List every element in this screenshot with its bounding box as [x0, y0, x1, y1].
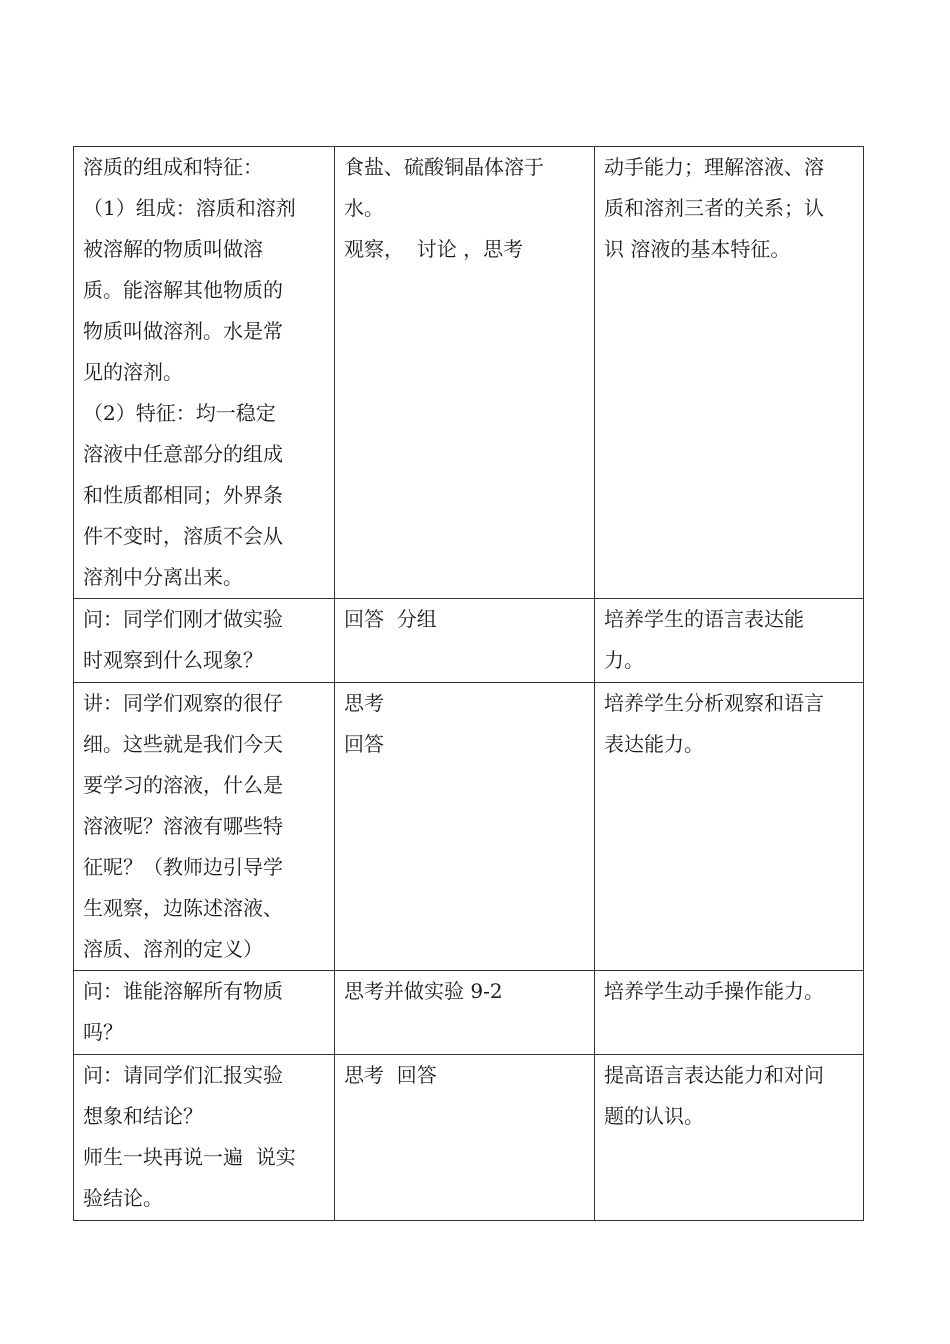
text-line: 质。能溶解其他物质的 [83, 278, 283, 302]
table-row [74, 599, 864, 683]
text-line: 师生一块再说一遍 说实 [83, 1145, 296, 1169]
text-line: 动手能力；理解溶液、溶 [604, 155, 824, 179]
text-line: 识 溶液的基本特征。 [604, 237, 791, 261]
text-line: 培养学生动手操作能力。 [604, 979, 824, 1003]
teacher-activity-cell [74, 599, 335, 683]
text-line: 提高语言表达能力和对问 [604, 1063, 824, 1087]
text-line: 观察， 讨论 ，思考 [344, 237, 524, 261]
text-line: 验结论。 [83, 1186, 163, 1210]
text-line: 培养学生分析观察和语言 [604, 691, 824, 715]
design-intent-cell [595, 1055, 864, 1221]
text-line: 被溶解的物质叫做溶 [83, 237, 263, 261]
student-activity-cell [335, 147, 595, 599]
text-line: 物质叫做溶剂。水是常 [83, 319, 283, 343]
text-line: 思考 回答 [344, 1063, 437, 1087]
text-line: 溶液中任意部分的组成 [83, 442, 283, 466]
text-line: 问：请同学们汇报实验 [83, 1063, 283, 1087]
text-line: 食盐、硫酸铜晶体溶于 [344, 155, 544, 179]
text-line: 力。 [604, 648, 644, 672]
text-line: 思考并做实验 9-2 [344, 979, 503, 1003]
text-line: 溶质的组成和特征： [83, 155, 263, 179]
lesson-plan-table [73, 146, 864, 1221]
table-row [74, 683, 864, 971]
text-line: 培养学生的语言表达能 [604, 607, 804, 631]
text-line: 问：谁能溶解所有物质 [83, 979, 283, 1003]
text-line: 回答 分组 [344, 607, 437, 631]
student-activity-cell [335, 1055, 595, 1221]
text-line: 征呢？（教师边引导学 [83, 855, 283, 879]
text-line: 水。 [344, 196, 384, 220]
text-line: 细。这些就是我们今天 [83, 732, 283, 756]
text-line: 生观察，边陈述溶液、 [83, 896, 283, 920]
text-line: 质和溶剂三者的关系；认 [604, 196, 824, 220]
text-line: 表达能力。 [604, 732, 704, 756]
design-intent-cell [595, 971, 864, 1055]
text-line: 问：同学们刚才做实验 [83, 607, 283, 631]
text-line: （1）组成：溶质和溶剂 [83, 196, 296, 220]
table-row [74, 971, 864, 1055]
text-line: 溶剂中分离出来。 [83, 565, 243, 589]
teacher-activity-cell [74, 683, 335, 971]
text-line: 讲：同学们观察的很仔 [83, 691, 283, 715]
text-line: 时观察到什么现象？ [83, 648, 263, 672]
text-line: 见的溶剂。 [83, 360, 183, 384]
teacher-activity-cell [74, 147, 335, 599]
text-line: 思考 [344, 691, 384, 715]
text-line: （2）特征：均一稳定 [83, 401, 276, 425]
text-line: 回答 [344, 732, 384, 756]
text-line: 吗？ [83, 1020, 123, 1044]
text-line: 想象和结论？ [83, 1104, 203, 1128]
text-line: 题的认识。 [604, 1104, 704, 1128]
text-line: 要学习的溶液，什么是 [83, 773, 283, 797]
teacher-activity-cell [74, 971, 335, 1055]
teacher-activity-cell [74, 1055, 335, 1221]
text-line: 溶液呢？溶液有哪些特 [83, 814, 283, 838]
design-intent-cell [595, 599, 864, 683]
text-line: 和性质都相同；外界条 [83, 483, 283, 507]
student-activity-cell [335, 971, 595, 1055]
table-row [74, 147, 864, 599]
design-intent-cell [595, 147, 864, 599]
student-activity-cell [335, 599, 595, 683]
text-line: 件不变时，溶质不会从 [83, 524, 283, 548]
table-row [74, 1055, 864, 1221]
design-intent-cell [595, 683, 864, 971]
student-activity-cell [335, 683, 595, 971]
text-line: 溶质、溶剂的定义） [83, 937, 263, 961]
